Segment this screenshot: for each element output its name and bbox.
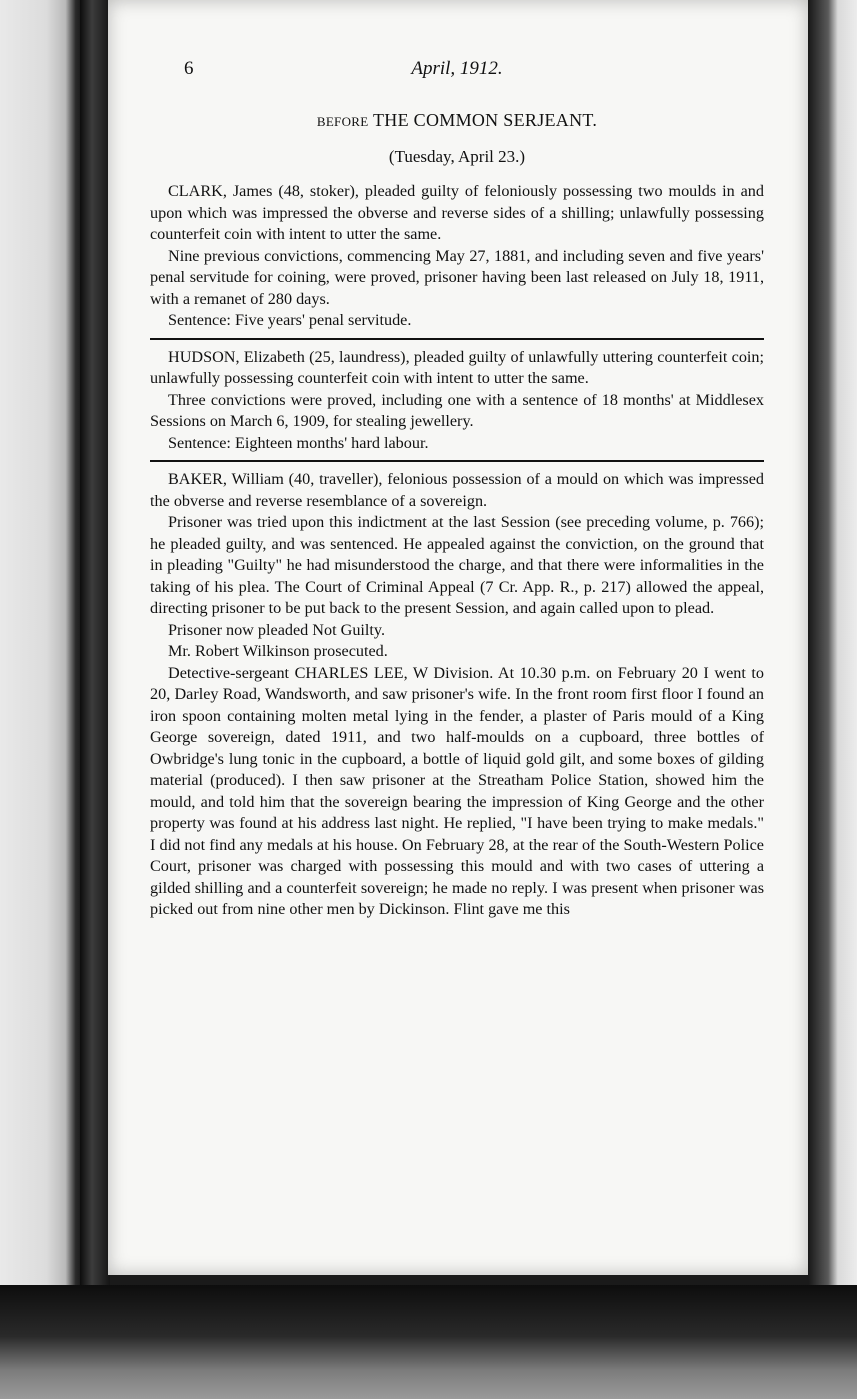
book-binding-shadow xyxy=(80,0,110,1290)
scan-left-margin xyxy=(0,0,84,1399)
court-heading-court: THE COMMON SERJEANT. xyxy=(372,110,598,130)
case-sentence: Sentence: Five years' penal servitude. xyxy=(168,311,412,329)
case-paragraph: CLARK, James (48, stoker), pleaded guilty of feloniously possessing two moulds in and upon which was impressed the obverse and reverse sides of a shilling; unlawfully possessing counterfeit coin with intent to utter the same. xyxy=(150,182,764,243)
court-heading-before: BEFORE xyxy=(316,114,369,129)
court-heading xyxy=(150,110,764,131)
case-paragraph: HUDSON, Elizabeth (25, laundress), pleaded guilty of unlawfully uttering counterfeit coin; unlawfully possessing counterfeit coin with intent to utter the same. xyxy=(150,347,764,387)
case-paragraph: Prisoner was tried upon this indictment at the last Session (see preceding volume, p. 766); he pleaded guilty, and was sentenced. He appealed against the conviction, on the ground that in pleading "Guilty" he had misunderstood the charge, and that there were informalities in the taking of his plea. The Court of Criminal Appeal (7 Cr. App. R., p. 217) allowed the appeal, directing prisoner to be put back to the present Session, and again called upon to plead. xyxy=(150,513,764,617)
page-date: April, 1912. xyxy=(411,58,503,79)
page-number: 6 xyxy=(184,58,194,79)
case-paragraph: Mr. Robert Wilkinson prosecuted. xyxy=(168,642,388,660)
scan-right-margin xyxy=(809,0,857,1399)
case-paragraph: Nine previous convictions, commencing May 27, 1881, and including seven and five years' penal servitude for coining, were proved, prisoner having been last released on July 18, 1911, with a remanet of 280 days. xyxy=(150,246,764,308)
running-head xyxy=(150,58,764,98)
case-paragraph: Detective-sergeant CHARLES LEE, W Division. At 10.30 p.m. on February 20 I went to 20, Darley Road, Wandsworth, and saw prisoner's wife. In the front room first floor I found an iron spoon containing molten metal lying in the fender, a plaster of Paris mould of a King George sovereign, dated 1911, and two half-moulds on a cupboard, three bottles of Owbridge's lung tonic in the cupboard, a bottle of liquid gold gilt, and some boxes of gilding material (produced). I then saw prisoner at the Streatham Police Station, showed him the mould, and told him that the sovereign bearing the impression of King George and the other property was found at his address last night. He replied, "I have been trying to make medals." I did not find any medals at his house. On February 28, at the rear of the South-Western Police Court, prisoner was charged with possessing this mould and with two cases of uttering a gilded shilling and a counterfeit sovereign; he made no reply. I was present when prisoner was picked out from nine other men by Dickinson. Flint gave me this xyxy=(150,663,764,918)
case-baker xyxy=(150,469,764,927)
case-clark xyxy=(150,181,764,340)
scan-bottom-margin xyxy=(0,1285,857,1399)
case-paragraph: BAKER, William (40, traveller), felonious possession of a mould on which was impressed the obverse and reverse resemblance of a sovereign. xyxy=(150,470,764,510)
case-paragraph: Prisoner now pleaded Not Guilty. xyxy=(168,620,385,639)
sitting-date: (Tuesday, April 23.) xyxy=(388,147,526,166)
case-hudson xyxy=(150,347,764,463)
case-paragraph: Three convictions were proved, including one with a sentence of 18 months' at Middlesex Sessions on March 6, 1909, for stealing jewellery. xyxy=(150,390,764,430)
case-sentence: Sentence: Eighteen months' hard labour. xyxy=(168,433,429,452)
page-content xyxy=(150,58,764,934)
